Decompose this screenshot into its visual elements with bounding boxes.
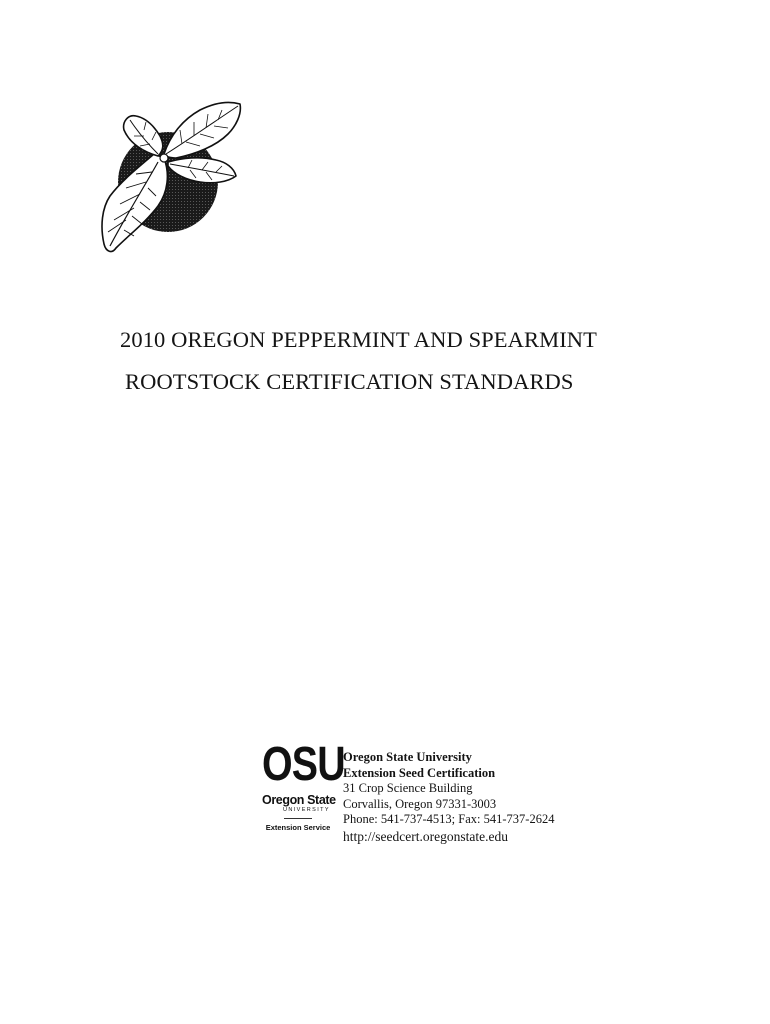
contact-phone-fax: Phone: 541-737-4513; Fax: 541-737-2624 (343, 812, 555, 827)
osu-logo-university: UNIVERSITY (282, 807, 330, 813)
osu-logo (262, 738, 345, 848)
document-title-line-2: ROOTSTOCK CERTIFICATION STANDARDS (125, 369, 574, 394)
contact-address (343, 749, 554, 845)
contact-organization: Oregon State University (343, 750, 472, 764)
osu-logo-service: Extension Service (265, 823, 331, 832)
contact-building: 31 Crop Science Building (343, 781, 473, 795)
osu-logo-name: Oregon State (262, 793, 336, 807)
mint-leaf-icon (96, 92, 248, 262)
contact-city: Corvallis, Oregon 97331-3003 (343, 796, 497, 811)
document-title-line-1: 2010 OREGON PEPPERMINT AND SPEARMINT (120, 327, 597, 352)
contact-department: Extension Seed Certification (343, 766, 496, 780)
osu-logo-mark: OSU (262, 738, 345, 791)
contact-url: http://seedcert.oregonstate.edu (343, 828, 508, 844)
osu-logo-divider (284, 818, 312, 819)
